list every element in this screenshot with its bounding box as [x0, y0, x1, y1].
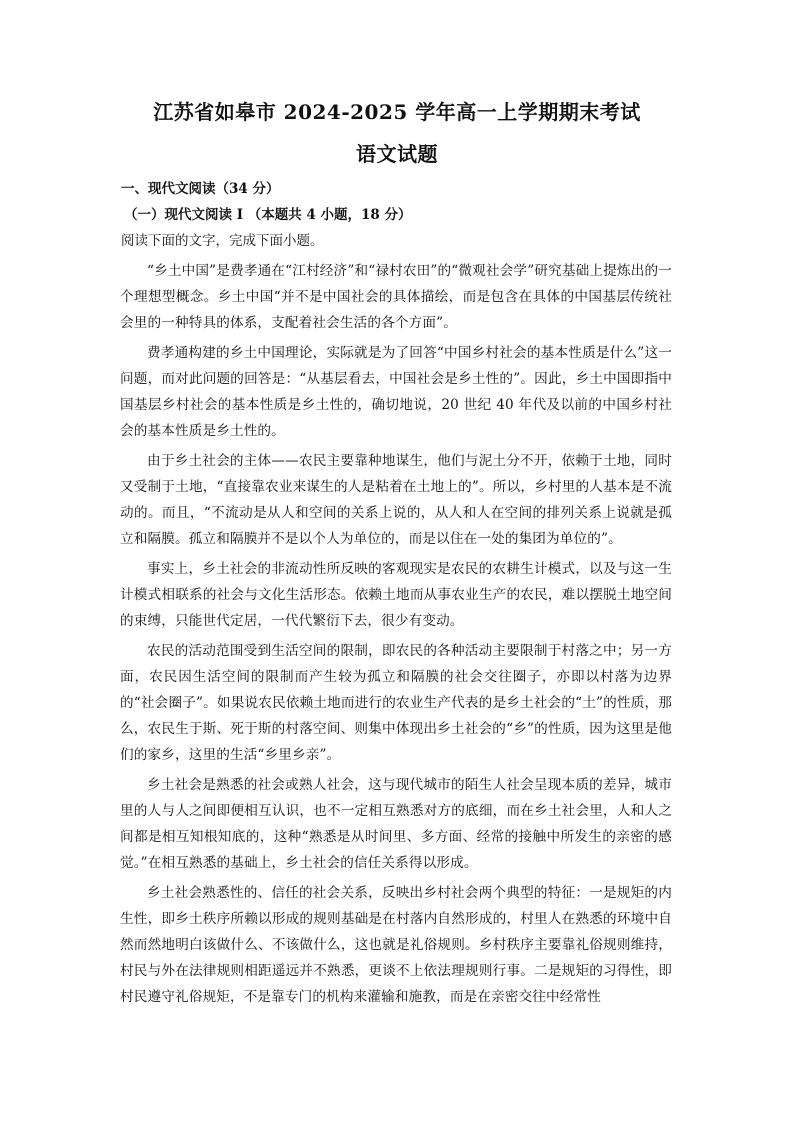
reading-instructions: 阅读下面的文字，完成下面小题。 — [121, 233, 324, 249]
paragraph: 由于乡土社会的主体——农民主要靠种地谋生，他们与泥土分不开，依赖于土地，同时又受制于土地，“直接靠农业来谋生的人是粘着在土地上的”。所以，乡村里的人基本是不流动的。而且，“不流动是从人和空间的关系上说的，从人和人在空间的排列关系上说就是孤立和隔膜。孤立和隔膜并不是以个人为单位的，而是以住在一处的集团为单位的”。 — [120, 453, 672, 547]
document-title: 江苏省如皋市 2024-2025 学年高一上学期期末考试 — [153, 100, 641, 124]
paragraph: 农民的活动范围受到生活空间的限制，即农民的各种活动主要限制于村落之中；另一方面，农民因生活空间的限制而产生较为孤立和隔膜的社会交往圈子，亦即以村落为边界的“社会圈子”。如果说农民依赖土地而进行的农业生产代表的是乡土社会的“土”的性质，那么，农民生于斯、死于斯的村落空间、则集中体现出乡土社会的“乡”的性质，因为这里是他们的家乡，这里的生活“乡里乡亲”。 — [120, 643, 672, 763]
paragraph: 乡土社会熟悉性的、信任的社会关系，反映出乡村社会两个典型的特征：一是规矩的内生性，即乡土秩序所赖以形成的规则基础是在村落内自然形成的，村里人在熟悉的环境中自然而然地明白该做什么、不该做什么，这也就是礼俗规则。乡村秩序主要靠礼俗规则维持，村民与外在法律规则相距遥远并不熟悉，更谈不上依法理规则行事。二是规矩的习得性，即村民遵守礼俗规矩，不是靠专门的机构来灌输和施教，而是在亲密交往中经常性 — [120, 885, 672, 1005]
paragraph: 乡土社会是熟悉的社会或熟人社会，这与现代城市的陌生人社会呈现本质的差异，城市里的人与人之间即便相互认识，也不一定相互熟悉对方的底细，而在乡土社会里，人和人之间都是相互知根知底的，这种“熟悉是从时间里、多方面、经常的接触中所发生的亲密的感觉。”在相互熟悉的基础上，乡土社会的信任关系得以形成。 — [120, 777, 672, 871]
paragraph: 费孝通构建的乡土中国理论，实际就是为了回答“中国乡村社会的基本性质是什么”这一问题，而对此问题的回答是：“从基层看去，中国社会是乡土性的”。因此，乡土中国即指中国基层乡村社会的基本性质是乡土性的，确切地说，20 世纪 40 年代及以前的中国乡村社会的基本性质是乡土性的。 — [120, 345, 672, 439]
paragraph: 事实上，乡土社会的非流动性所反映的客观现实是农民的农耕生计模式，以及与这一生计模式相联系的社会与文化生活形态。依赖土地而从事农业生产的农民，难以摆脱土地空间的束缚，只能世代定居，一代代繁衍下去，很少有变动。 — [120, 561, 672, 629]
paragraph: “乡土中国”是费孝通在“江村经济”和“禄村农田”的“微观社会学”研究基础上提炼出的一个理想型概念。乡土中国“并不是中国社会的具体描绘，而是包含在具体的中国基层传统社会里的一种特具的体系，支配着社会生活的各个方面”。 — [120, 263, 672, 331]
passage-body — [120, 258, 672, 1014]
section-heading-2: （一）现代文阅读 I （本题共 4 小题，18 分） — [124, 207, 412, 223]
document-subtitle: 语文试题 — [356, 142, 438, 166]
section-heading-1: 一、现代文阅读（34 分） — [121, 181, 280, 197]
